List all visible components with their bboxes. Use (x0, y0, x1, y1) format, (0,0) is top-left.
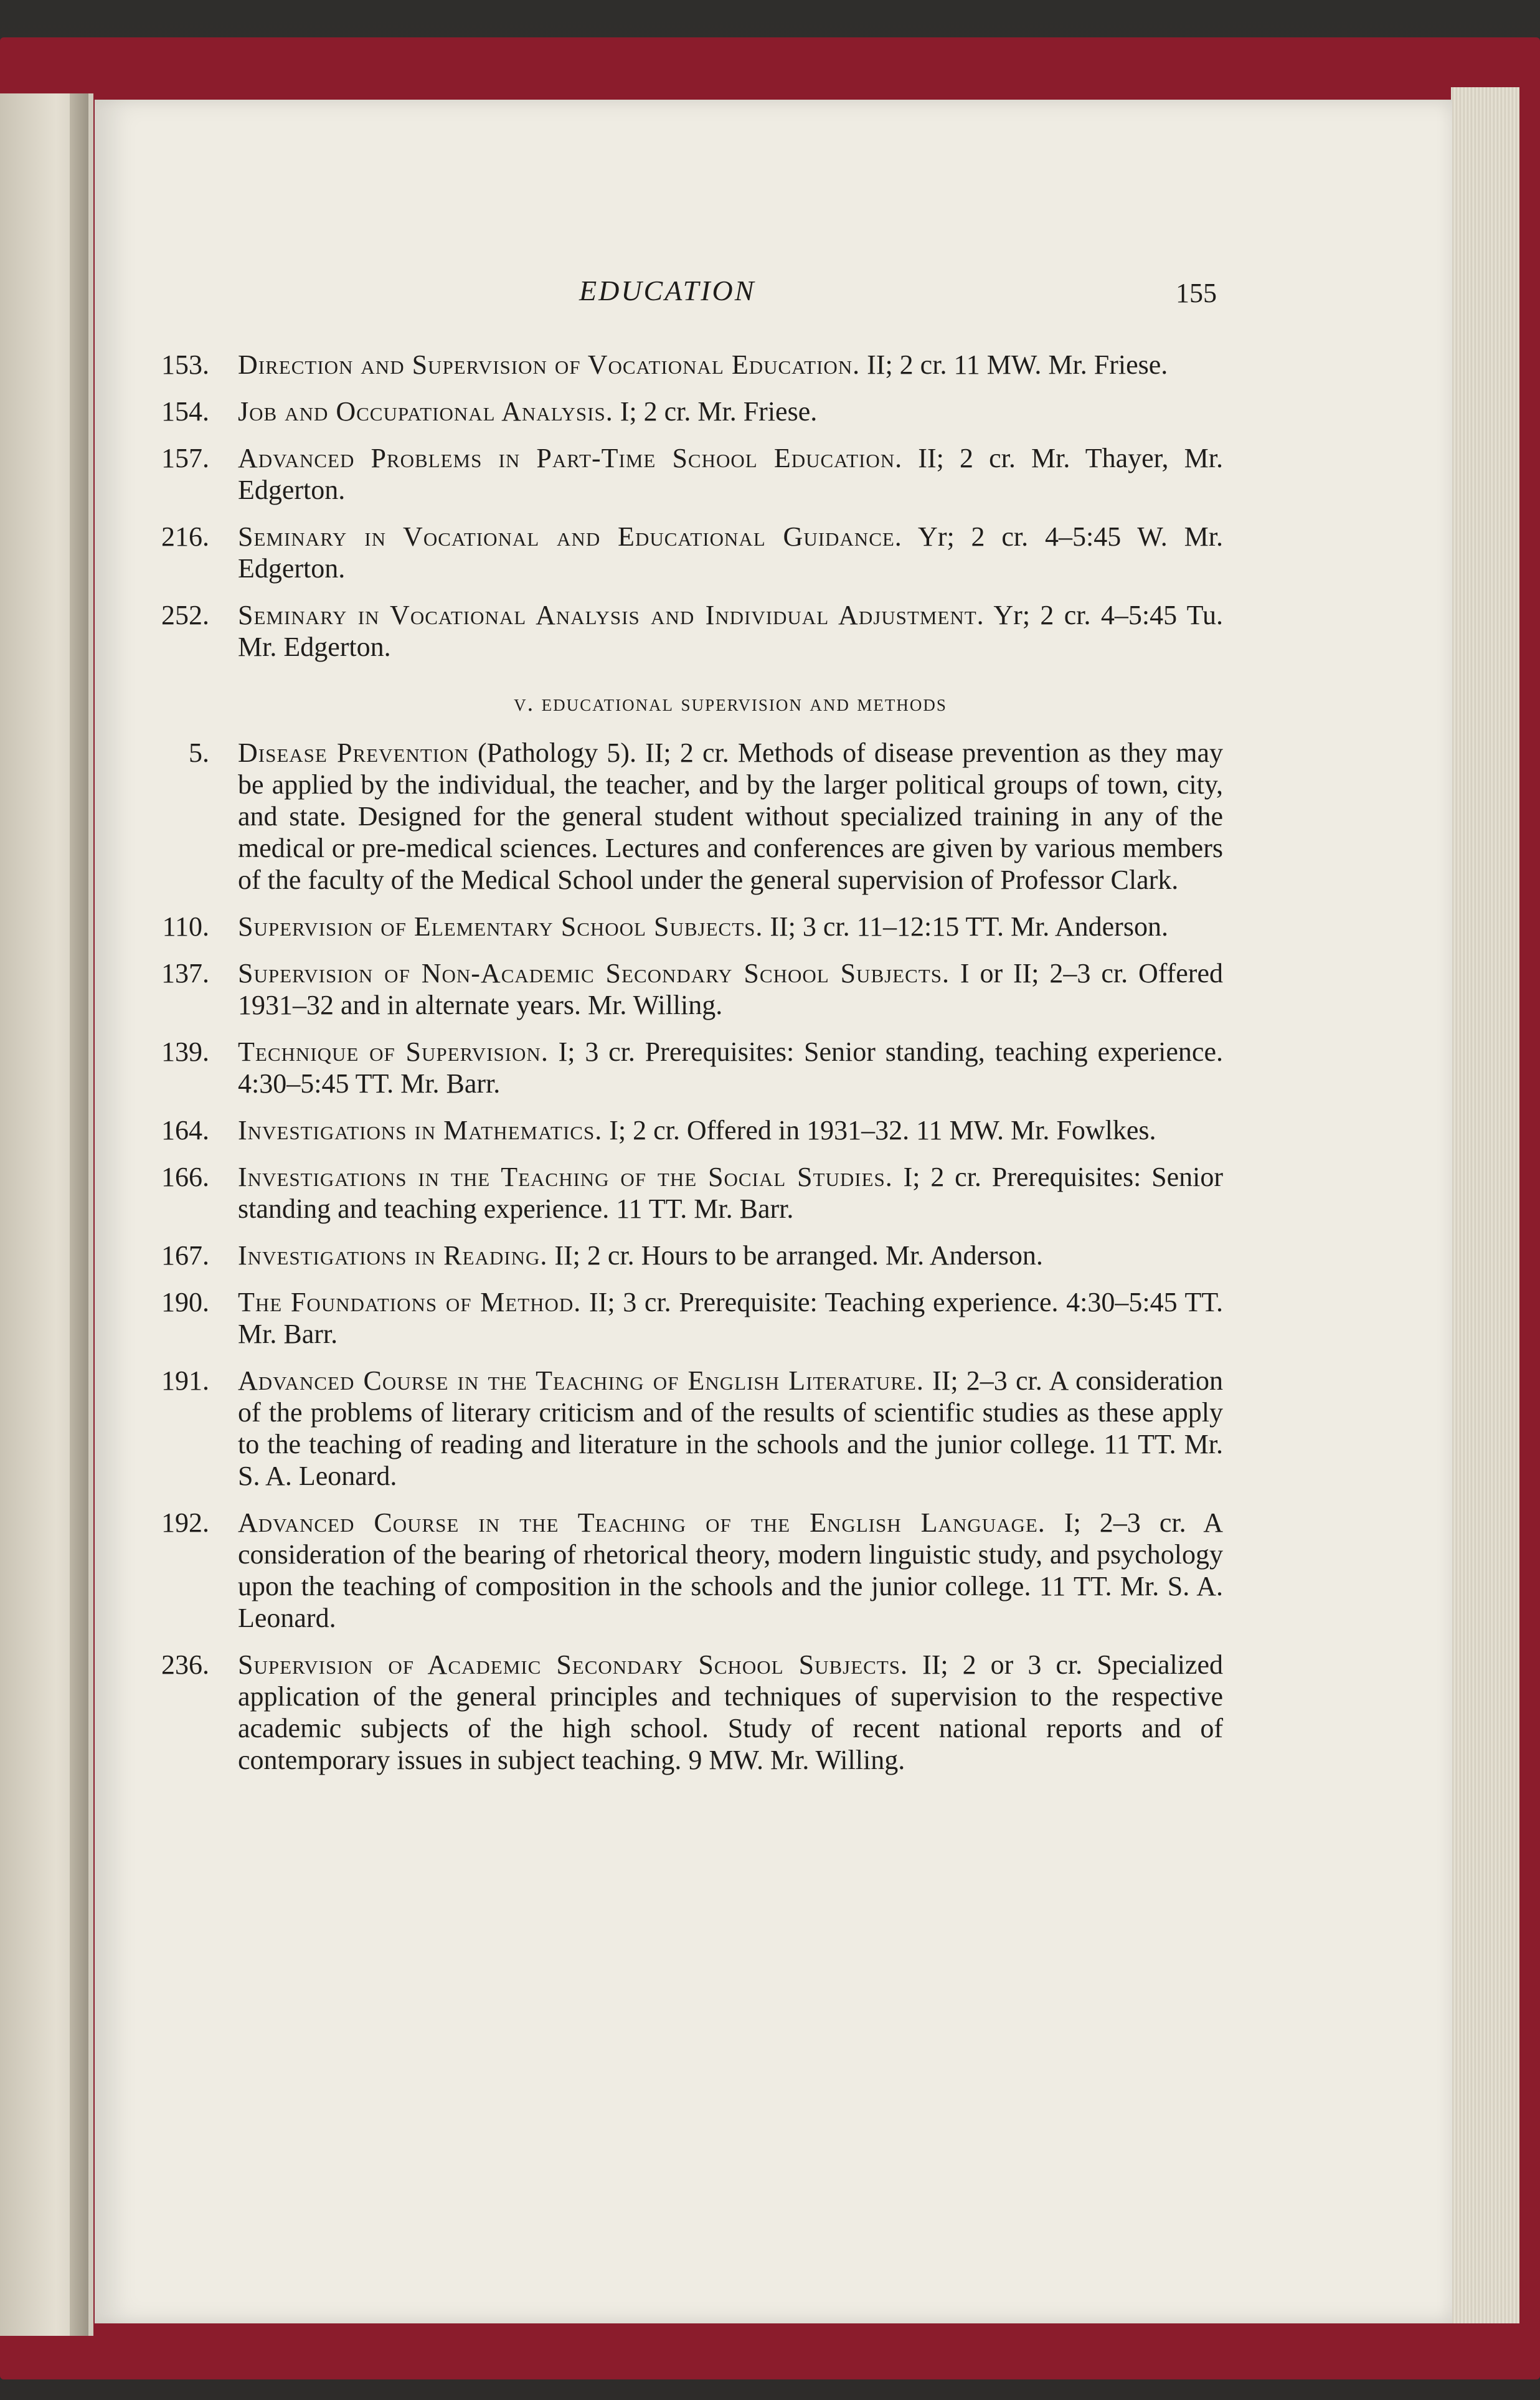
course-title: Job and Occupational Analysis. (238, 396, 613, 427)
course-title: Seminary in Vocational Analysis and Individual Adjustment. (238, 600, 985, 630)
course-title: Technique of Supervision. (238, 1036, 549, 1067)
course-entry (144, 1649, 1223, 1776)
course-entry (144, 1365, 1223, 1492)
course-title: Advanced Course in the Teaching of English Literature. (238, 1365, 924, 1396)
course-number: 252. (161, 600, 209, 630)
course-entry (144, 349, 1223, 381)
course-number: 236. (161, 1649, 209, 1680)
course-title: Investigations in Mathematics. (238, 1115, 603, 1145)
vocational-courses-list (144, 349, 1223, 663)
course-number: 157. (161, 443, 209, 473)
course-title: Seminary in Vocational and Educational Guidance. (238, 521, 902, 552)
page-edges (1451, 87, 1519, 2323)
course-title: Investigations in the Teaching of the Social Studies. (238, 1162, 893, 1192)
course-number: 216. (161, 521, 209, 552)
course-description: II; 2 cr. 11 MW. Mr. Friese. (867, 349, 1168, 380)
course-entry (144, 1114, 1223, 1146)
course-entry (144, 599, 1223, 663)
course-number: 139. (161, 1036, 209, 1067)
course-title: Investigations in Reading. (238, 1240, 548, 1271)
course-description: I; 2 cr. Prerequisites: Senior standing and teaching experience. 11 TT. Mr. Barr. (238, 1162, 1224, 1224)
course-entry (144, 1286, 1223, 1350)
course-entry (144, 957, 1223, 1021)
section-heading: v. educational supervision and methods (514, 690, 947, 716)
course-description: II; 3 cr. 11–12:15 TT. Mr. Anderson. (770, 911, 1168, 942)
course-description: II; 2 or 3 cr. Specialized application of the general principles and techniques of supervision to the respective academic subjects of the high school. Study of recent national reports and of contemporary issues in subject teaching. 9 MW. Mr. Willing. (238, 1649, 1224, 1775)
course-entry (144, 1036, 1223, 1099)
course-number: 167. (161, 1240, 209, 1271)
course-title: Direction and Supervision of Vocational Education. (238, 349, 861, 380)
course-description: I or II; 2–3 cr. Offered 1931–32 and in alternate years. Mr. Willing. (238, 958, 1223, 1020)
course-number: 166. (161, 1162, 209, 1192)
book-gutter (70, 93, 88, 2336)
course-title: Advanced Course in the Teaching of the English Language. (238, 1507, 1046, 1538)
supervision-courses-list (144, 737, 1223, 1776)
course-title: The Foundations of Method. (238, 1287, 582, 1317)
course-number: 153. (161, 349, 209, 380)
course-description: II; 2 cr. Hours to be arranged. Mr. Anderson. (554, 1240, 1043, 1271)
course-entry (144, 737, 1223, 896)
course-title: Advanced Problems in Part-Time School Education. (238, 443, 903, 473)
course-number: 164. (161, 1115, 209, 1145)
running-head: EDUCATION (579, 275, 756, 306)
course-description: II; 2–3 cr. A consideration of the problems of literary criticism and of the results of scientific studies as these apply to the teaching of reading and literature in the schools and the junior college. 11 TT. Mr. S. A. Leonard. (238, 1365, 1224, 1491)
course-number: 154. (161, 396, 209, 427)
course-number: 137. (161, 958, 209, 989)
course-number: 110. (162, 911, 209, 942)
course-entry (144, 1240, 1223, 1271)
course-description: I; 3 cr. Prerequisites: Senior standing, teaching experience. 4:30–5:45 TT. Mr. Barr. (238, 1036, 1223, 1099)
course-entry (144, 521, 1223, 584)
course-title: Supervision of Academic Secondary School Subjects. (238, 1649, 909, 1680)
course-number: 190. (161, 1287, 209, 1317)
course-entry (144, 1507, 1223, 1634)
course-number: 5. (189, 738, 209, 768)
course-title: Supervision of Non-Academic Secondary School Subjects. (238, 958, 950, 989)
course-description: II; 3 cr. Prerequisite: Teaching experience. 4:30–5:45 TT. Mr. Barr. (238, 1287, 1224, 1349)
course-description: Yr; 2 cr. 4–5:45 Tu. Mr. Edgerton. (238, 600, 1223, 662)
course-entry (144, 396, 1223, 427)
course-description: I; 2 cr. Mr. Friese. (620, 396, 818, 427)
course-title: Disease Prevention (238, 738, 469, 768)
course-entry (144, 442, 1223, 506)
course-number: 191. (161, 1365, 209, 1396)
course-description: I; 2–3 cr. A consideration of the bearing of rhetorical theory, modern linguistic study, and psychology upon the teaching of composition in the schools and the junior college. 11 TT. Mr. S. A. Leonard. (238, 1507, 1224, 1633)
course-listing (144, 349, 1223, 1791)
course-number: 192. (161, 1507, 209, 1538)
page-number: 155 (1176, 278, 1217, 308)
course-entry (144, 911, 1223, 942)
course-description: (Pathology 5). II; 2 cr. Methods of disease prevention as they may be applied by the individual, the teacher, and by the larger political groups of town, city, and state. Designed for the general student without specialized training in any of the medical or pre-medical sciences. Lectures and conferences are given by various members of the faculty of the Medical School under the general supervision of Professor Clark. (238, 738, 1224, 895)
course-entry (144, 1161, 1223, 1225)
course-description: Yr; 2 cr. 4–5:45 W. Mr. Edgerton. (238, 521, 1223, 584)
course-title: Supervision of Elementary School Subjects. (238, 911, 763, 942)
course-description: II; 2 cr. Mr. Thayer, Mr. Edgerton. (238, 443, 1224, 505)
course-description: I; 2 cr. Offered in 1931–32. 11 MW. Mr. Fowlkes. (609, 1115, 1156, 1145)
